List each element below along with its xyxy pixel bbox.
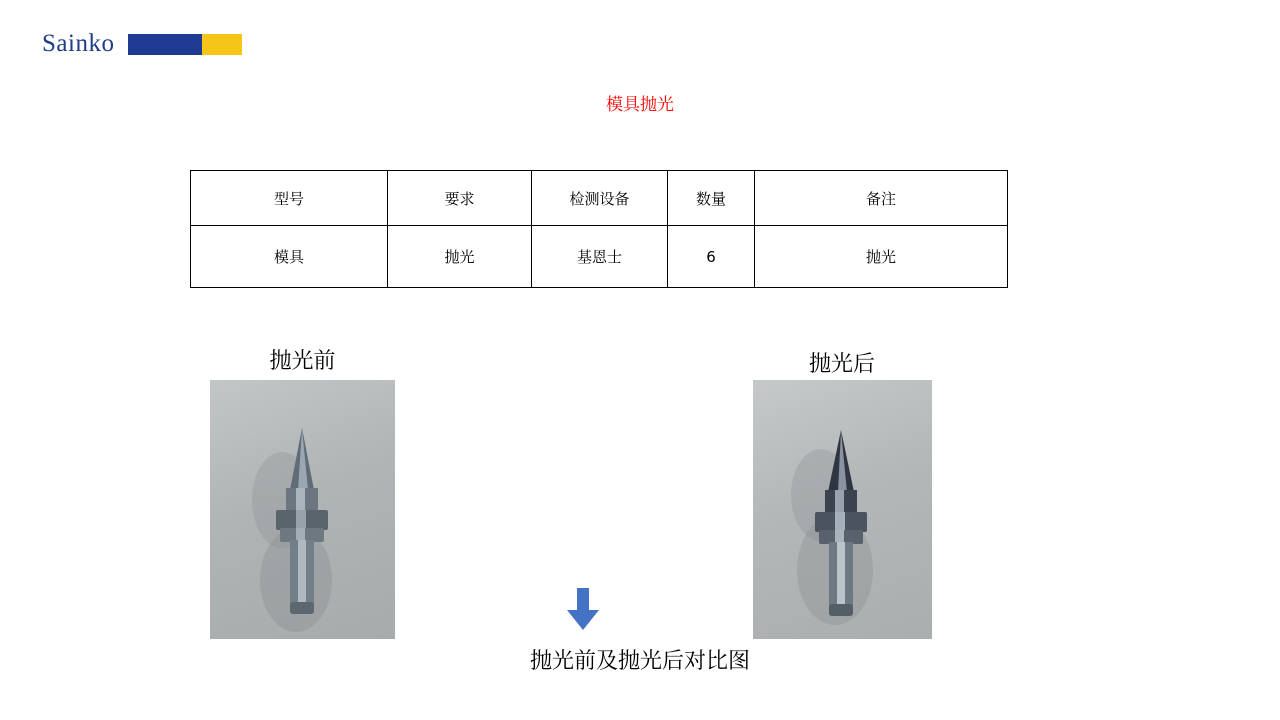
after-photo [753,380,932,639]
cell-requirement: 抛光 [388,226,532,288]
page-title: 模具抛光 [606,95,674,115]
bottom-caption: 抛光前及抛光后对比图 [529,649,750,674]
cell-equipment: 基恩士 [532,226,668,288]
table-header-equipment: 检测设备 [532,171,668,226]
table-header-requirement: 要求 [388,171,532,226]
before-label: 抛光前 [269,349,336,374]
logo-bars [128,34,242,55]
logo-bar-yellow-icon [202,34,242,55]
table-row [191,226,1008,288]
logo-bar-blue-icon [128,34,202,55]
table-header-row [191,171,1008,226]
table-header-model: 型号 [191,171,388,226]
cell-model: 模具 [191,226,388,288]
down-arrow-icon [566,588,600,632]
spec-table [190,170,1008,288]
after-label: 抛光后 [808,352,875,377]
cell-remark: 抛光 [755,226,1008,288]
table-header-remark: 备注 [755,171,1008,226]
before-part-illustration [210,380,395,639]
table-header-quantity: 数量 [668,171,755,226]
after-part-illustration [753,380,932,639]
logo-text: Sainko [42,30,115,57]
before-photo [210,380,395,639]
brand-logo [42,30,242,58]
cell-quantity: 6 [668,226,755,288]
